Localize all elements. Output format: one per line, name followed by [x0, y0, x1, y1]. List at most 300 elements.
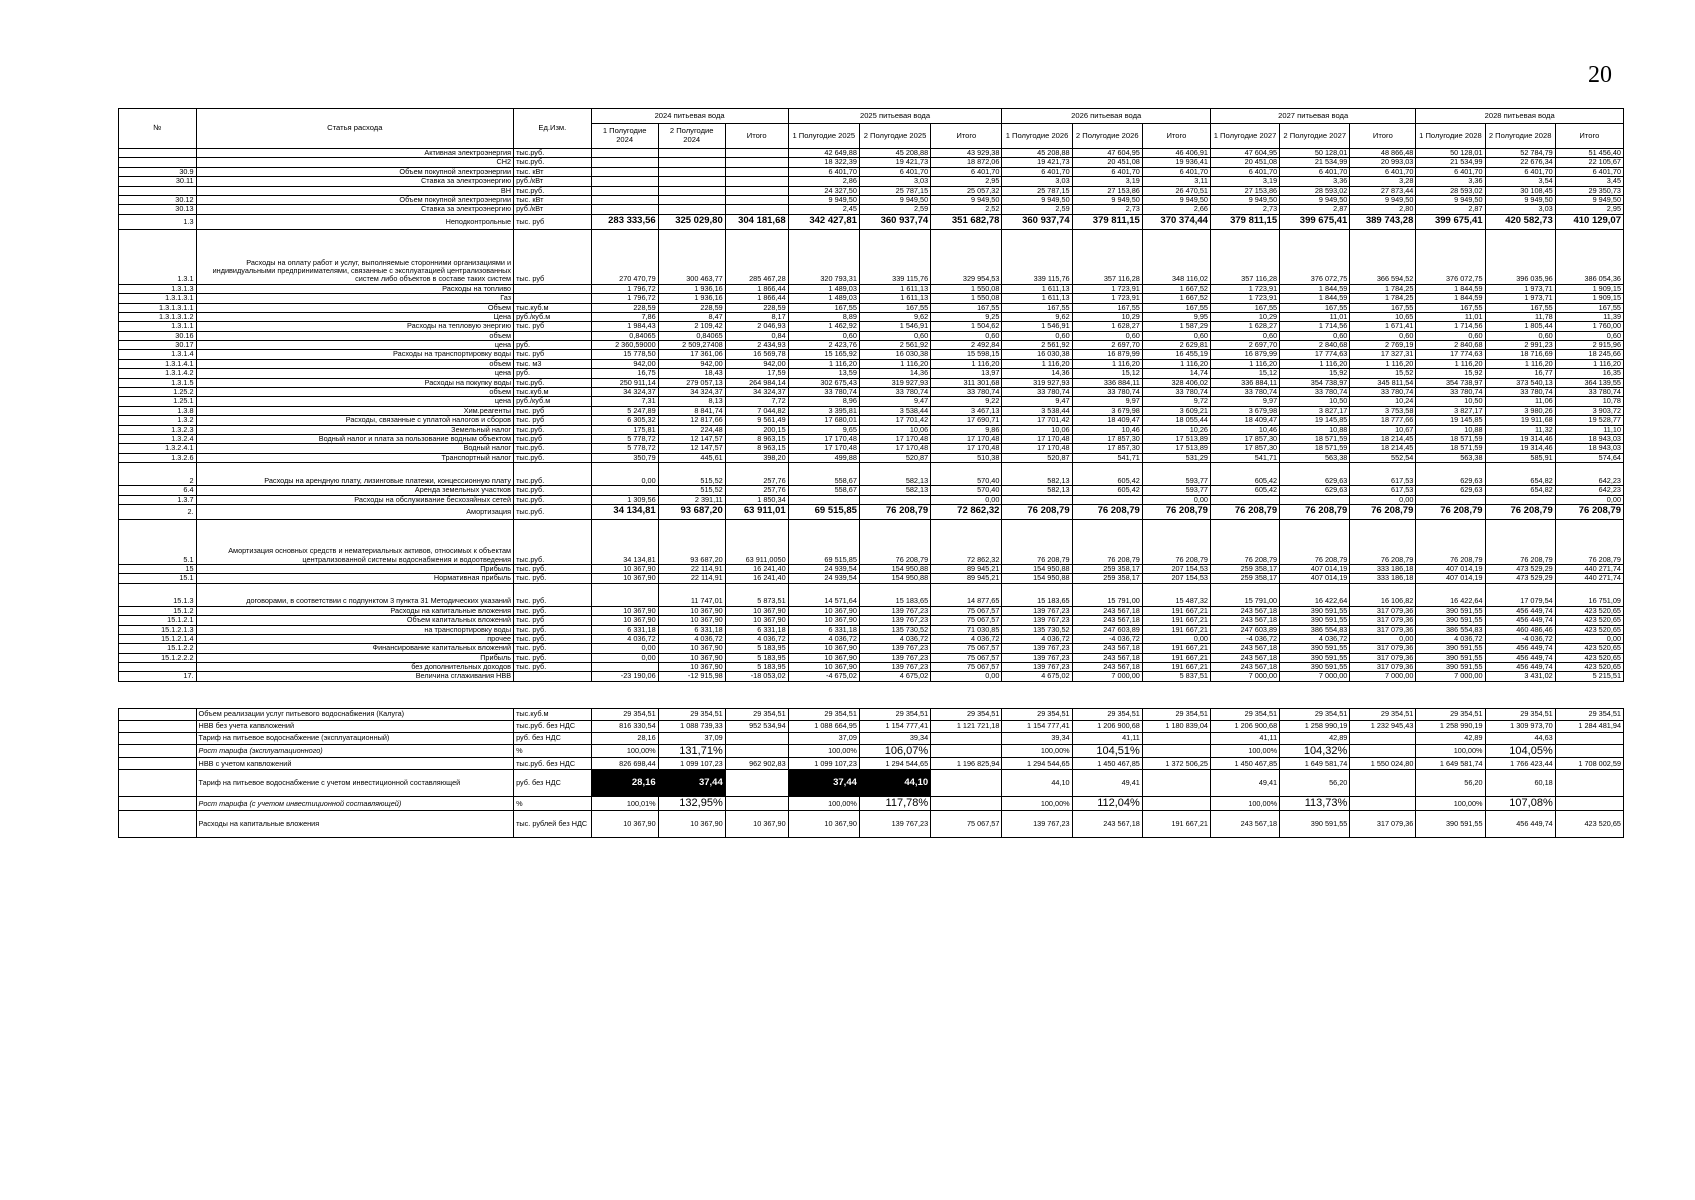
row-unit: тыс.руб. — [514, 486, 592, 495]
row-value: 33 780,74 — [1350, 388, 1416, 397]
row-value: 89 945,21 — [931, 574, 1002, 583]
row-value: 14 571,64 — [788, 583, 859, 606]
row-value: 76 208,79 — [1002, 504, 1072, 519]
row-value: 0,00 — [1142, 495, 1210, 504]
row-value: 76 208,79 — [1210, 504, 1279, 519]
row-unit: тыс. м3 — [514, 359, 592, 368]
row-number: 15.1.2.1 — [119, 616, 197, 625]
row-number: 6.4 — [119, 486, 197, 495]
summary-unit: % — [514, 797, 592, 811]
row-item-name: Расходы на обслуживание бесхозяйных сетей — [196, 495, 514, 504]
row-value: 2 492,84 — [931, 341, 1002, 350]
row-value: 10,67 — [1350, 425, 1416, 434]
spacer-cell — [196, 681, 514, 708]
row-value: 3 538,44 — [859, 406, 930, 415]
summary-value — [1350, 797, 1416, 811]
summary-row — [119, 708, 1624, 720]
row-value: 440 271,74 — [1555, 574, 1623, 583]
row-value — [591, 167, 658, 176]
row-value: 15 487,32 — [1142, 583, 1210, 606]
row-value: 76 208,79 — [1142, 504, 1210, 519]
row-value: 69 515,85 — [788, 519, 859, 564]
row-value: 228,59 — [658, 303, 725, 312]
row-number: 1.3.2.3 — [119, 425, 197, 434]
row-value: 18 322,39 — [788, 158, 859, 167]
summary-value: 1 294 544,65 — [859, 758, 930, 770]
summary-value: 75 067,57 — [931, 811, 1002, 838]
row-value: 16 030,38 — [1002, 350, 1072, 359]
row-value: 582,13 — [1002, 463, 1072, 486]
summary-value: 37,44 — [658, 770, 725, 797]
row-value: 605,42 — [1210, 463, 1279, 486]
row-number: 17. — [119, 672, 197, 681]
row-value — [591, 205, 658, 214]
row-item-name: Земельный налог — [196, 425, 514, 434]
row-value: 8 963,15 — [725, 444, 788, 453]
row-value: 3,45 — [1555, 177, 1623, 186]
row-value: 366 594,52 — [1350, 229, 1416, 284]
row-value: 333 186,18 — [1350, 564, 1416, 573]
row-value: 390 591,55 — [1416, 653, 1485, 662]
row-value: 17 327,31 — [1350, 350, 1416, 359]
row-value: 15 183,65 — [859, 583, 930, 606]
row-value: 3,19 — [1210, 177, 1279, 186]
row-number: 1.3.1.3 — [119, 284, 197, 293]
row-value: 6 401,70 — [1485, 167, 1555, 176]
row-item-name: объем — [196, 359, 514, 368]
row-value: 2 697,70 — [1072, 341, 1142, 350]
table-row — [119, 186, 1624, 195]
row-value: 15,52 — [1350, 369, 1416, 378]
row-value: 16 106,82 — [1350, 583, 1416, 606]
row-item-name: Нормативная прибыль — [196, 574, 514, 583]
row-value: 33 780,74 — [1142, 388, 1210, 397]
row-value: 76 208,79 — [1416, 519, 1485, 564]
row-value: 25 787,15 — [1002, 186, 1072, 195]
row-value: 285 467,28 — [725, 229, 788, 284]
row-value: 1 116,20 — [1072, 359, 1142, 368]
row-value: 0,00 — [591, 644, 658, 653]
row-value: 1 796,72 — [591, 294, 658, 303]
row-value: 250 911,14 — [591, 378, 658, 387]
row-value: 373 540,13 — [1485, 378, 1555, 387]
row-value: 167,55 — [1280, 303, 1350, 312]
row-value: 21 534,99 — [1280, 158, 1350, 167]
row-value: 423 520,65 — [1555, 625, 1623, 634]
row-value: 75 067,57 — [931, 653, 1002, 662]
table-row — [119, 616, 1624, 625]
row-value: 336 884,11 — [1210, 378, 1279, 387]
row-value: 1 909,15 — [1555, 294, 1623, 303]
row-value: 317 079,36 — [1350, 644, 1416, 653]
row-value: 4 036,72 — [725, 634, 788, 643]
row-value: 2,45 — [788, 205, 859, 214]
table-row — [119, 341, 1624, 350]
row-value: 9 949,50 — [1210, 195, 1279, 204]
row-number: 15.1.2 — [119, 606, 197, 615]
row-value: 629,63 — [1416, 486, 1485, 495]
row-value: 6 401,70 — [788, 167, 859, 176]
row-value: 17 857,30 — [1072, 434, 1142, 443]
row-value: 75 067,57 — [931, 644, 1002, 653]
summary-value: 1 258 990,19 — [1280, 720, 1350, 732]
row-value: 76 208,79 — [859, 504, 930, 519]
row-value: 1 116,20 — [1210, 359, 1279, 368]
summary-value: 29 354,51 — [1280, 708, 1350, 720]
summary-value: 29 354,51 — [788, 708, 859, 720]
row-value: 13,59 — [788, 369, 859, 378]
row-value: 3,36 — [1416, 177, 1485, 186]
row-value: 0,60 — [1210, 331, 1279, 340]
col-header-period: 1 Полугодие 2028 — [1416, 124, 1485, 149]
spacer-cell — [788, 681, 859, 708]
row-value: 33 780,74 — [788, 388, 859, 397]
row-value: 63 911,01 — [725, 504, 788, 519]
row-value: 1 796,72 — [591, 284, 658, 293]
row-value — [591, 186, 658, 195]
summary-value: 60,18 — [1485, 770, 1555, 797]
row-value: 605,42 — [1072, 463, 1142, 486]
row-value: 11,06 — [1485, 397, 1555, 406]
summary-value: 49,41 — [1210, 770, 1279, 797]
row-value: 6 401,70 — [1555, 167, 1623, 176]
row-value: 9,72 — [1142, 397, 1210, 406]
row-value: 376 072,75 — [1416, 229, 1485, 284]
summary-value — [725, 770, 788, 797]
row-value: 243 567,18 — [1072, 644, 1142, 653]
row-value: 311 301,68 — [931, 378, 1002, 387]
row-value: 0,60 — [859, 331, 930, 340]
row-value: 10 367,90 — [725, 606, 788, 615]
row-value — [725, 195, 788, 204]
row-value: 17 170,48 — [859, 434, 930, 443]
row-value: 319 927,93 — [859, 378, 930, 387]
row-value: 9 949,50 — [1350, 195, 1416, 204]
row-value: 17 079,54 — [1485, 583, 1555, 606]
summary-value: 1 099 107,23 — [658, 758, 725, 770]
row-value: 642,23 — [1555, 463, 1623, 486]
row-value: 15 165,92 — [788, 350, 859, 359]
row-unit: тыс. руб — [514, 229, 592, 284]
row-value: 33 780,74 — [1416, 388, 1485, 397]
row-value: 360 937,74 — [859, 214, 930, 229]
row-number: 30.11 — [119, 177, 197, 186]
row-unit: тыс.руб. — [514, 519, 592, 564]
row-value: 15 791,00 — [1210, 583, 1279, 606]
row-value: 319 927,93 — [1002, 378, 1072, 387]
row-value: 139 767,23 — [1002, 663, 1072, 672]
row-value: 17 170,48 — [1002, 444, 1072, 453]
summary-value — [1350, 770, 1416, 797]
col-header-period: 2 Полугодие 2025 — [859, 124, 930, 149]
row-item-name: прочее — [196, 634, 514, 643]
row-value: 1 587,29 — [1142, 322, 1210, 331]
row-value: 3,28 — [1350, 177, 1416, 186]
row-value: 139 767,23 — [859, 663, 930, 672]
summary-value: 816 330,54 — [591, 720, 658, 732]
row-value: 14,36 — [1002, 369, 1072, 378]
row-value: 0,60 — [1072, 331, 1142, 340]
row-value: 386 054,36 — [1555, 229, 1623, 284]
row-value: 34 324,37 — [591, 388, 658, 397]
table-row — [119, 303, 1624, 312]
row-value: 17 513,89 — [1142, 434, 1210, 443]
row-unit: тыс. руб. — [514, 564, 592, 573]
summary-item-name: Рост тарифа (с учетом инвестиционной составляющей) — [196, 797, 514, 811]
row-value: 1 866,44 — [725, 284, 788, 293]
row-value: 17 170,48 — [788, 444, 859, 453]
row-value: 72 862,32 — [931, 519, 1002, 564]
row-number: 1.3.1.3.1.1 — [119, 303, 197, 312]
row-value: 582,13 — [859, 463, 930, 486]
row-item-name: Расходы на капитальные вложения — [196, 606, 514, 615]
row-item-name: Расходы на тепловую энергию — [196, 322, 514, 331]
row-value: 3 827,17 — [1416, 406, 1485, 415]
row-value — [1485, 495, 1555, 504]
row-value: 257,76 — [725, 463, 788, 486]
row-value: 7 000,00 — [1210, 672, 1279, 681]
row-value: 18 571,59 — [1416, 434, 1485, 443]
row-value: 175,81 — [591, 425, 658, 434]
summary-value: 100,00% — [1210, 744, 1279, 758]
row-value: 139 767,23 — [859, 616, 930, 625]
row-value: 473 529,29 — [1485, 574, 1555, 583]
summary-row — [119, 811, 1624, 838]
summary-value: 28,16 — [591, 770, 658, 797]
row-value: 3,36 — [1280, 177, 1350, 186]
summary-value: 29 354,51 — [1350, 708, 1416, 720]
row-value: 2,73 — [1072, 205, 1142, 214]
row-unit: руб./кВт — [514, 177, 592, 186]
row-value: 1 628,27 — [1072, 322, 1142, 331]
row-value: 456 449,74 — [1485, 606, 1555, 615]
row-item-name: Расходы на топливо — [196, 284, 514, 293]
row-value: 3,19 — [1072, 177, 1142, 186]
row-value: 9,65 — [788, 425, 859, 434]
table-row — [119, 214, 1624, 229]
row-value: 9,62 — [1002, 312, 1072, 321]
table-row — [119, 486, 1624, 495]
row-value: -4 675,02 — [788, 672, 859, 681]
row-value: 264 984,14 — [725, 378, 788, 387]
row-value: 247 603,89 — [1072, 625, 1142, 634]
row-value: 8,13 — [658, 397, 725, 406]
row-value: 515,52 — [658, 486, 725, 495]
row-value: 18 245,66 — [1555, 350, 1623, 359]
row-value: 19 911,68 — [1485, 416, 1555, 425]
row-value: 76 208,79 — [1142, 519, 1210, 564]
row-value: 17 701,42 — [859, 416, 930, 425]
summary-row — [119, 758, 1624, 770]
summary-value: 132,95% — [658, 797, 725, 811]
row-item-name: Расходы на покупку воды — [196, 378, 514, 387]
summary-value: 112,04% — [1072, 797, 1142, 811]
row-value: 15 183,65 — [1002, 583, 1072, 606]
summary-no-cell — [119, 797, 197, 811]
row-value: 24 939,54 — [788, 564, 859, 573]
row-value — [725, 149, 788, 158]
row-number: 2 — [119, 463, 197, 486]
row-number: 15.1.2.1.3 — [119, 625, 197, 634]
summary-value: 29 354,51 — [658, 708, 725, 720]
row-value: 9,25 — [931, 312, 1002, 321]
row-value: 34 324,37 — [658, 388, 725, 397]
row-value: 2,59 — [1002, 205, 1072, 214]
row-value: 22 105,67 — [1555, 158, 1623, 167]
summary-row — [119, 797, 1624, 811]
summary-value: 1 206 900,68 — [1210, 720, 1279, 732]
row-value: 2 561,92 — [1002, 341, 1072, 350]
col-header-period: 1 Полугодие 2027 — [1210, 124, 1279, 149]
row-value: 320 793,31 — [788, 229, 859, 284]
row-value: 167,55 — [1485, 303, 1555, 312]
summary-no-cell — [119, 811, 197, 838]
row-value: 14 877,65 — [931, 583, 1002, 606]
summary-value: 106,07% — [859, 744, 930, 758]
row-unit: тыс. руб — [514, 406, 592, 415]
summary-value: 100,00% — [788, 744, 859, 758]
row-value: 2,59 — [859, 205, 930, 214]
row-value: 629,63 — [1416, 463, 1485, 486]
row-value: 46 406,91 — [1142, 149, 1210, 158]
row-value: 11 747,01 — [658, 583, 725, 606]
row-value: 18,43 — [658, 369, 725, 378]
row-value: 390 591,55 — [1416, 606, 1485, 615]
table-row — [119, 312, 1624, 321]
row-value: 558,67 — [788, 486, 859, 495]
row-value: 8 841,74 — [658, 406, 725, 415]
row-unit: руб. — [514, 369, 592, 378]
row-value: 398,20 — [725, 453, 788, 462]
summary-value: 29 354,51 — [1210, 708, 1279, 720]
row-value: 0,60 — [1280, 331, 1350, 340]
summary-unit: руб. без НДС — [514, 770, 592, 797]
summary-value: 1 099 107,23 — [788, 758, 859, 770]
row-value: 6 401,70 — [1210, 167, 1279, 176]
row-value: 942,00 — [591, 359, 658, 368]
row-value: 17 857,30 — [1210, 434, 1279, 443]
summary-value: 390 591,55 — [1280, 811, 1350, 838]
summary-value: 29 354,51 — [725, 708, 788, 720]
row-value: 420 582,73 — [1485, 214, 1555, 229]
row-value: 1 973,71 — [1485, 294, 1555, 303]
row-value: 15,92 — [1416, 369, 1485, 378]
row-value: 2,95 — [1555, 205, 1623, 214]
row-value: 16 455,19 — [1142, 350, 1210, 359]
row-value: 4 036,72 — [658, 634, 725, 643]
row-value: 191 667,21 — [1142, 644, 1210, 653]
row-value: 76 208,79 — [1002, 519, 1072, 564]
row-value: 2 991,23 — [1485, 341, 1555, 350]
row-value: 6 401,70 — [1072, 167, 1142, 176]
row-value: 243 567,18 — [1210, 653, 1279, 662]
row-item-name: Объем — [196, 303, 514, 312]
row-value: 4 036,72 — [788, 634, 859, 643]
summary-value: 100,00% — [591, 744, 658, 758]
row-item-name: Амортизация — [196, 504, 514, 519]
row-value: 585,91 — [1485, 453, 1555, 462]
row-value: 1 909,15 — [1555, 284, 1623, 293]
row-value: 605,42 — [1072, 486, 1142, 495]
summary-value: 1 206 900,68 — [1072, 720, 1142, 732]
row-value: 7 044,82 — [725, 406, 788, 415]
row-value: 582,13 — [1002, 486, 1072, 495]
summary-value: 107,08% — [1485, 797, 1555, 811]
summary-value: 1 372 506,25 — [1142, 758, 1210, 770]
row-number: 5.1 — [119, 519, 197, 564]
row-value: 456 449,74 — [1485, 653, 1555, 662]
row-number — [119, 663, 197, 672]
row-item-name: Неподконтрольные — [196, 214, 514, 229]
row-number: 30.12 — [119, 195, 197, 204]
row-value: 1 866,44 — [725, 294, 788, 303]
row-value: 76 208,79 — [1072, 519, 1142, 564]
row-number: 1.3 — [119, 214, 197, 229]
row-value: 386 554,83 — [1416, 625, 1485, 634]
row-value: 1 116,20 — [1416, 359, 1485, 368]
row-value: -4 036,72 — [1485, 634, 1555, 643]
row-unit: тыс.куб.м — [514, 388, 592, 397]
row-value: 259 358,17 — [1210, 564, 1279, 573]
row-value: 1 546,91 — [1002, 322, 1072, 331]
spacer-cell — [1210, 681, 1279, 708]
row-value: 10 367,90 — [658, 606, 725, 615]
row-value: 43 929,38 — [931, 149, 1002, 158]
row-value: 18 872,06 — [931, 158, 1002, 167]
row-value: 17 361,06 — [658, 350, 725, 359]
row-value: 18 055,44 — [1142, 416, 1210, 425]
row-value: 243 567,18 — [1210, 644, 1279, 653]
col-header-period: Итого — [1142, 124, 1210, 149]
summary-item-name: Тариф на питьевое водоснабжение (эксплуатационный) — [196, 732, 514, 744]
row-value: 317 079,36 — [1350, 663, 1416, 672]
row-value: 17 170,48 — [859, 444, 930, 453]
col-header-period: 2 Полугодие 2027 — [1280, 124, 1350, 149]
summary-value: 1 766 423,44 — [1485, 758, 1555, 770]
spacer-cell — [1416, 681, 1485, 708]
row-value: 3,03 — [1485, 205, 1555, 214]
row-value: 10,65 — [1350, 312, 1416, 321]
row-value: 4 036,72 — [1280, 634, 1350, 643]
row-number: 15.1.2.1.4 — [119, 634, 197, 643]
summary-value: 29 354,51 — [591, 708, 658, 720]
row-value: 6 305,32 — [591, 416, 658, 425]
row-value: 2 915,96 — [1555, 341, 1623, 350]
row-value: 0,60 — [931, 331, 1002, 340]
row-value: 9,95 — [1142, 312, 1210, 321]
row-value: 10 367,90 — [658, 644, 725, 653]
summary-value: 100,00% — [1416, 797, 1485, 811]
row-value: 1 611,13 — [1002, 294, 1072, 303]
row-value: 570,40 — [931, 463, 1002, 486]
row-value: 1 116,20 — [859, 359, 930, 368]
row-value: 10,06 — [1002, 425, 1072, 434]
row-value: 1 784,25 — [1350, 284, 1416, 293]
row-number — [119, 158, 197, 167]
table-row — [119, 167, 1624, 176]
row-number: 15.1.3 — [119, 583, 197, 606]
table-row — [119, 416, 1624, 425]
col-header-period: 2 Полугодие 2026 — [1072, 124, 1142, 149]
summary-value: 56,20 — [1416, 770, 1485, 797]
spacer-cell — [1485, 681, 1555, 708]
row-value — [591, 177, 658, 186]
summary-value: 1 088 664,95 — [788, 720, 859, 732]
summary-value: 1 232 945,43 — [1350, 720, 1416, 732]
row-value: 642,23 — [1555, 486, 1623, 495]
row-value: 1 550,08 — [931, 284, 1002, 293]
table-row — [119, 644, 1624, 653]
